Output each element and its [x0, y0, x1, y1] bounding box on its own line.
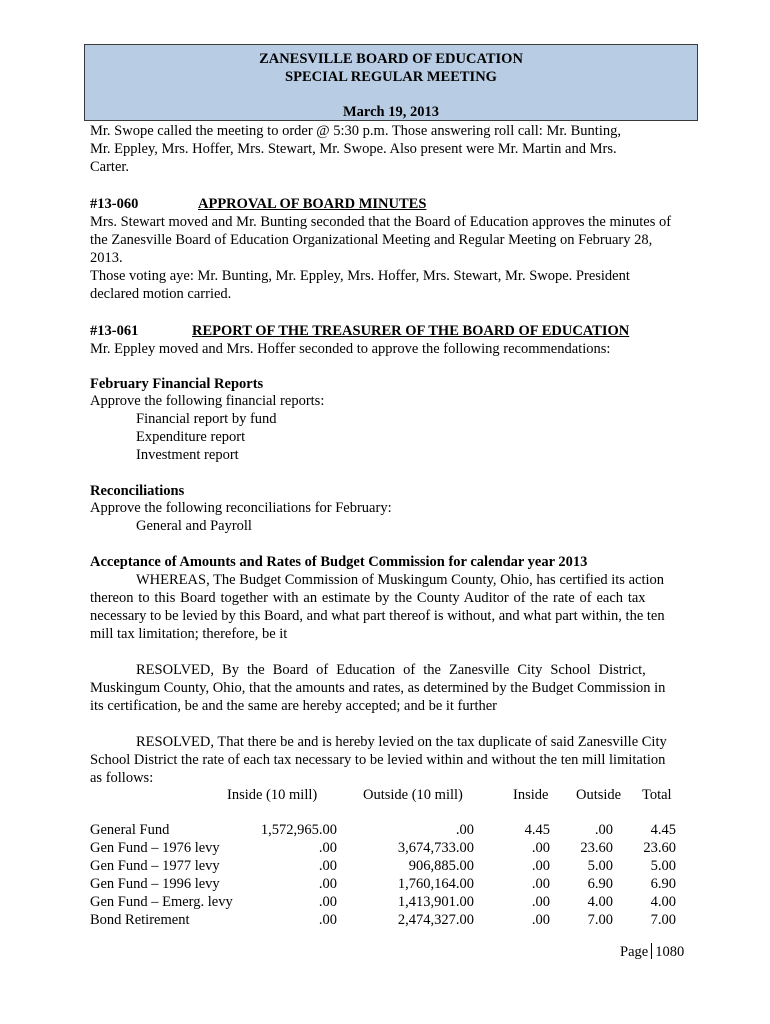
col-header-total: Total	[642, 787, 672, 803]
inside-rate: .00	[531, 876, 550, 892]
total-rate: 5.00	[650, 858, 676, 874]
item-060-line-1: Mrs. Stewart moved and Mr. Bunting seconded that the Board of Education approves the minutes of	[90, 214, 672, 230]
financial-heading: February Financial Reports	[90, 376, 264, 392]
col-header-inside-rate: Inside	[513, 787, 549, 803]
item-060-line-4: Those voting aye: Mr. Bunting, Mr. Eppley, Mrs. Hoffer, Mrs. Stewart, Mr. Swope. President	[90, 268, 630, 284]
outside-mill-amount: .00	[455, 822, 474, 838]
item-060-title: APPROVAL OF BOARD MINUTES	[198, 196, 427, 212]
total-rate: 6.90	[650, 876, 676, 892]
outside-rate: 4.00	[587, 894, 613, 910]
financial-item: Expenditure report	[136, 429, 246, 445]
resolved1-line-3: its certification, be and the same are hereby accepted; and be it further	[90, 698, 498, 714]
whereas-line-3: necessary to be levied by this Board, and what part thereof is without, and what part within, the ten	[90, 608, 665, 624]
header-line-meeting: SPECIAL REGULAR MEETING	[285, 69, 497, 85]
resolved2-line-2: School District the rate of each tax necessary to be levied within and without the ten mill limitation	[90, 752, 666, 768]
fund-name: Gen Fund – 1996 levy	[90, 876, 220, 892]
page-label: Page	[620, 944, 649, 960]
outside-rate: 6.90	[587, 876, 613, 892]
item-060-line-3: 2013.	[90, 250, 123, 266]
financial-item: Financial report by fund	[136, 411, 277, 427]
total-rate: 7.00	[650, 912, 676, 928]
inside-rate: 4.45	[524, 822, 550, 838]
fund-name: Bond Retirement	[90, 912, 190, 928]
reconciliations-item: General and Payroll	[136, 518, 252, 534]
inside-mill-amount: .00	[318, 876, 337, 892]
item-060-number: #13-060	[90, 196, 139, 212]
page-footer	[620, 943, 684, 961]
item-060-heading	[90, 195, 700, 213]
whereas-line-4: mill tax limitation; therefore, be it	[90, 626, 288, 642]
intro-line-2: Mr. Eppley, Mrs. Hoffer, Mrs. Stewart, Mr. Swope. Also present were Mr. Martin and Mrs.	[90, 141, 617, 157]
item-061-motion: Mr. Eppley moved and Mrs. Hoffer seconded to approve the following recommendations:	[90, 341, 611, 357]
fund-name: Gen Fund – Emerg. levy	[90, 894, 233, 910]
total-rate: 4.45	[650, 822, 676, 838]
outside-rate: .00	[594, 822, 613, 838]
financial-item: Investment report	[136, 447, 239, 463]
whereas-line-1: WHEREAS, The Budget Commission of Muskingum County, Ohio, has certified its action	[136, 572, 665, 588]
item-061-title: REPORT OF THE TREASURER OF THE BOARD OF EDUCATION	[192, 323, 630, 339]
resolved1-line-1: RESOLVED, By the Board of Education of the Zanesville City School District,	[136, 662, 646, 678]
inside-mill-amount: .00	[318, 840, 337, 856]
inside-mill-amount: .00	[318, 894, 337, 910]
inside-mill-amount: .00	[318, 912, 337, 928]
page-number: 1080	[655, 944, 685, 960]
intro-line-1: Mr. Swope called the meeting to order @ 5:30 p.m. Those answering roll call: Mr. Bunting,	[90, 123, 621, 139]
item-060-line-5: declared motion carried.	[90, 286, 232, 302]
col-header-inside-mill: Inside (10 mill)	[227, 787, 318, 803]
financial-intro: Approve the following financial reports:	[90, 393, 325, 409]
outside-mill-amount: 1,760,164.00	[397, 876, 474, 892]
intro-line-3: Carter.	[90, 159, 130, 175]
outside-rate: 23.60	[580, 840, 613, 856]
total-rate: 4.00	[650, 894, 676, 910]
inside-rate: .00	[531, 912, 550, 928]
inside-rate: .00	[531, 858, 550, 874]
page-separator	[651, 943, 652, 959]
outside-rate: 5.00	[587, 858, 613, 874]
fund-name: Gen Fund – 1976 levy	[90, 840, 220, 856]
fund-name: Gen Fund – 1977 levy	[90, 858, 220, 874]
inside-rate: .00	[531, 894, 550, 910]
fund-name: General Fund	[90, 822, 170, 838]
item-060-line-2: the Zanesville Board of Education Organizational Meeting and Regular Meeting on February 28,	[90, 232, 653, 248]
outside-rate: 7.00	[587, 912, 613, 928]
outside-mill-amount: 2,474,327.00	[397, 912, 474, 928]
reconciliations-intro: Approve the following reconciliations for February:	[90, 500, 392, 516]
total-rate: 23.60	[643, 840, 676, 856]
reconciliations-heading: Reconciliations	[90, 483, 185, 499]
outside-mill-amount: 1,413,901.00	[397, 894, 474, 910]
col-header-outside-rate: Outside	[576, 787, 622, 803]
resolved2-line-1: RESOLVED, That there be and is hereby levied on the tax duplicate of said Zanesville City	[136, 734, 667, 750]
inside-rate: .00	[531, 840, 550, 856]
item-061-number: #13-061	[90, 323, 139, 339]
col-header-outside-mill: Outside (10 mill)	[363, 787, 463, 803]
whereas-line-2: thereon to this Board together with an estimate by the County Auditor of the rate of each tax	[90, 590, 646, 606]
budget-heading: Acceptance of Amounts and Rates of Budget Commission for calendar year 2013	[90, 554, 588, 570]
inside-mill-amount: 1,572,965.00	[260, 822, 337, 838]
outside-mill-amount: 3,674,733.00	[397, 840, 474, 856]
outside-mill-amount: 906,885.00	[408, 858, 474, 874]
meeting-header-box	[84, 44, 698, 121]
resolved2-line-3: as follows:	[90, 770, 154, 786]
resolved1-line-2: Muskingum County, Ohio, that the amounts and rates, as determined by the Budget Commission in	[90, 680, 666, 696]
inside-mill-amount: .00	[318, 858, 337, 874]
header-line-board: ZANESVILLE BOARD OF EDUCATION	[259, 51, 523, 67]
header-date: March 19, 2013	[343, 104, 439, 120]
item-061-heading	[90, 322, 700, 340]
